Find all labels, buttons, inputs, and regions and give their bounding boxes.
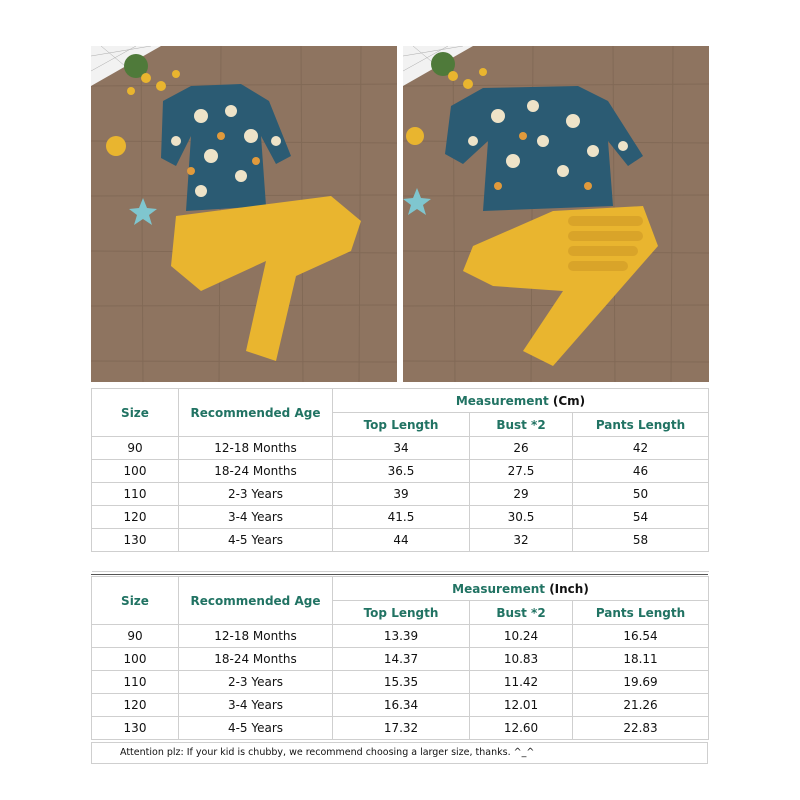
- pants-length-cell: 42: [573, 437, 709, 460]
- pants-length-cell: 46: [573, 460, 709, 483]
- table-spacer-row: [92, 552, 709, 572]
- size-cell: 90: [92, 625, 179, 648]
- pants-length-header: Pants Length: [573, 601, 709, 625]
- top-length-cell: 36.5: [333, 460, 470, 483]
- bust-cell: 26: [470, 437, 573, 460]
- top-length-cell: 16.34: [333, 694, 470, 717]
- pants-length-cell: 54: [573, 506, 709, 529]
- bust-cell: 30.5: [470, 506, 573, 529]
- bust-cell: 12.01: [470, 694, 573, 717]
- measurement-header: [333, 389, 709, 413]
- top-length-cell: 34: [333, 437, 470, 460]
- top-length-cell: 17.32: [333, 717, 470, 740]
- age-header: Recommended Age: [179, 389, 333, 437]
- product-photo-back: [403, 46, 709, 382]
- bust-header: Bust *2: [470, 413, 573, 437]
- bust-cell: 27.5: [470, 460, 573, 483]
- measurement-header: [333, 577, 709, 601]
- size-cell: 100: [92, 460, 179, 483]
- measurement-label: Measurement: [452, 581, 545, 596]
- table-row: [92, 529, 709, 552]
- top-length-cell: 14.37: [333, 648, 470, 671]
- age-cell: 18-24 Months: [179, 648, 333, 671]
- top-length-cell: 39: [333, 483, 470, 506]
- age-cell: 4-5 Years: [179, 529, 333, 552]
- pants-length-cell: 21.26: [573, 694, 709, 717]
- top-length-header: Top Length: [333, 413, 470, 437]
- table-row: [92, 717, 709, 740]
- age-header: Recommended Age: [179, 577, 333, 625]
- pants-length-cell: 50: [573, 483, 709, 506]
- age-cell: 3-4 Years: [179, 506, 333, 529]
- size-cell: 120: [92, 506, 179, 529]
- pants-length-cell: 19.69: [573, 671, 709, 694]
- size-cell: 120: [92, 694, 179, 717]
- age-cell: 2-3 Years: [179, 671, 333, 694]
- bust-cell: 10.83: [470, 648, 573, 671]
- pants-length-cell: 58: [573, 529, 709, 552]
- top-length-cell: 15.35: [333, 671, 470, 694]
- table-row: [92, 694, 709, 717]
- pants-length-header: Pants Length: [573, 413, 709, 437]
- pants-length-cell: 16.54: [573, 625, 709, 648]
- pants-length-cell: 18.11: [573, 648, 709, 671]
- product-photo-front: [91, 46, 397, 382]
- size-cell: 110: [92, 671, 179, 694]
- table-row: [92, 437, 709, 460]
- bust-cell: 32: [470, 529, 573, 552]
- size-cell: 90: [92, 437, 179, 460]
- table-row: [92, 483, 709, 506]
- top-length-header: Top Length: [333, 601, 470, 625]
- age-cell: 2-3 Years: [179, 483, 333, 506]
- pants-length-cell: 22.83: [573, 717, 709, 740]
- measurement-unit: (Inch): [549, 581, 589, 596]
- table-row: [92, 460, 709, 483]
- size-table-inch: [91, 576, 709, 740]
- sizing-note: Attention plz: If your kid is chubby, we recommend choosing a larger size, thanks. ^_^: [91, 742, 708, 764]
- table-row: [92, 648, 709, 671]
- age-cell: 3-4 Years: [179, 694, 333, 717]
- top-length-cell: 41.5: [333, 506, 470, 529]
- measurement-label: Measurement: [455, 393, 549, 408]
- table-row: [92, 671, 709, 694]
- size-cell: 100: [92, 648, 179, 671]
- bust-cell: 11.42: [470, 671, 573, 694]
- age-cell: 4-5 Years: [179, 717, 333, 740]
- age-cell: 18-24 Months: [179, 460, 333, 483]
- size-table-cm: [91, 388, 709, 572]
- measurement-unit: (Cm): [552, 393, 586, 408]
- size-cell: 110: [92, 483, 179, 506]
- table-row: [92, 506, 709, 529]
- table-divider: [91, 574, 708, 575]
- top-length-cell: 13.39: [333, 625, 470, 648]
- table-row: [92, 625, 709, 648]
- bust-cell: 10.24: [470, 625, 573, 648]
- size-header: Size: [92, 577, 179, 625]
- bust-header: Bust *2: [470, 601, 573, 625]
- age-cell: 12-18 Months: [179, 625, 333, 648]
- size-cell: 130: [92, 529, 179, 552]
- size-cell: 130: [92, 717, 179, 740]
- age-cell: 12-18 Months: [179, 437, 333, 460]
- size-header: Size: [92, 389, 179, 437]
- bust-cell: 29: [470, 483, 573, 506]
- top-length-cell: 44: [333, 529, 470, 552]
- bust-cell: 12.60: [470, 717, 573, 740]
